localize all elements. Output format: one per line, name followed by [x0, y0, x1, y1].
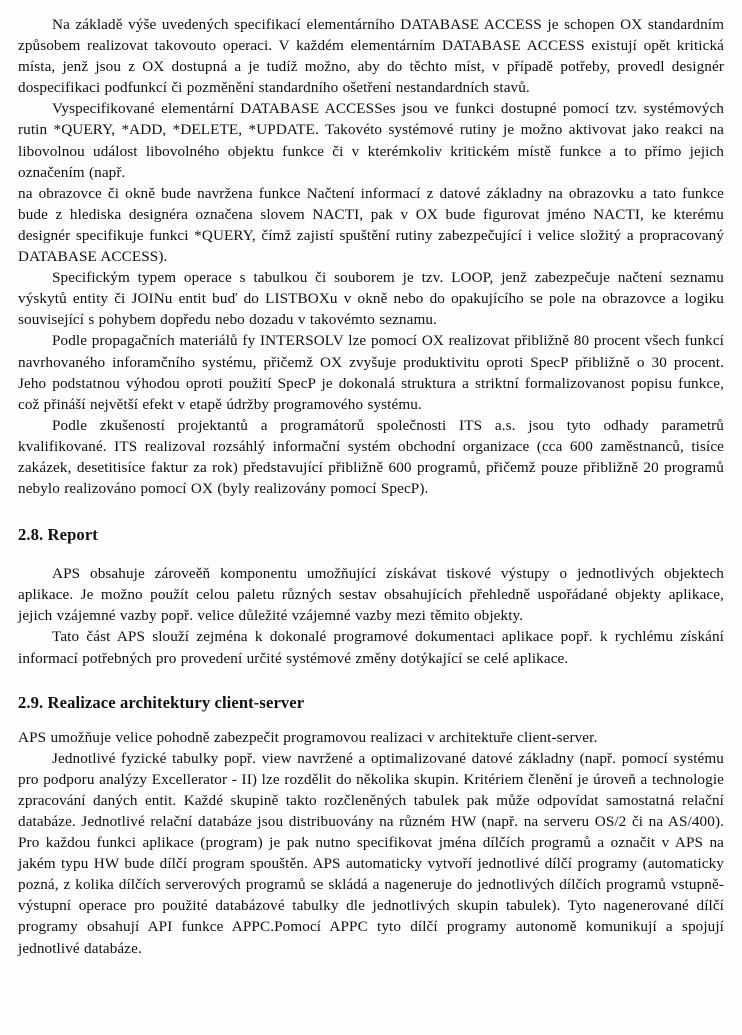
section-client-server [18, 727, 724, 959]
section-heading-report: 2.8. Report [18, 525, 98, 545]
section-report [18, 563, 724, 668]
section-intro [18, 14, 724, 499]
section-heading-client-server: 2.9. Realizace architektury client-server [18, 692, 305, 712]
paragraph: na obrazovce či okně bude navržena funkce Načtení informací z datové základny na obrazovku a tato funkce bude z hlediska designéra označena slovem NACTI, pak v OX bude figurovat jméno NACTI, ke kterému designér specifikuje funkci *QUERY, čímž zajistí spuštění rutiny zabezpečující i velice složitý a propracovaný DATABASE ACCESS). [18, 184, 724, 266]
section-heading-client-server-wrap [18, 693, 724, 713]
paragraph: Podle propagačních materiálů fy INTERSOLV lze pomocí OX realizovat přibližně 80 procent všech funkcí navrhovaného inforamčního systému, přičemž OX zvyšuje produktivitu oproti SpecP přibližně o 30 procent. Jeho podstatnou výhodou oproti použití SpecP je dokonalá struktura a striktní formalizovanost popisu funkce, což přináší největší efekt v etapě údržby programového systému. [18, 332, 724, 413]
paragraph: Na základě výše uvedených specifikací elementárního DATABASE ACCESS je schopen OX standardním způsobem realizovat takovouto operaci. V každém elementárním DATABASE ACCESS existují opět kritická místa, jenž jsou z OX dostupná a je tudíž možno, aby do těchto míst, v případě potřeby, provedl designér dospecifikaci podfunkcí či pozměnění standardního ošetření nestandardních stavů. [18, 16, 724, 97]
paragraph: Tato část APS slouží zejména k dokonalé programové dokumentaci aplikace popř. k rychlému získání informací potřebných pro provedení určité systémové změny dotýkající se celé aplikace. [18, 628, 724, 667]
paragraph: Specifickým typem operace s tabulkou či souborem je tzv. LOOP, jenž zabezpečuje načtení seznamu výskytů entity či JOINu entit buď do LISTBOXu v okně nebo do opakujícího se pole na obrazovce a logiku související s pohybem dopředu nebo dozadu v takovémto seznamu. [18, 269, 724, 329]
paragraph: Podle zkušeností projektantů a programátorů společnosti ITS a.s. jsou tyto odhady parametrů kvalifikované. ITS realizoval rozsáhlý informační systém obchodní organizace (cca 600 zaměstnanců, tisíce zakázek, desetitisíce faktur za rok) představující přibližně 600 programů, přičemž pouze přibližně 20 programů nebylo realizováno pomocí OX (byly realizovány pomocí SpecP). [18, 416, 724, 498]
paragraph: APS obsahuje zároveěň komponentu umožňující získávat tiskové výstupy o jednotlivých objektech aplikace. Je možno použít celou paletu různých sestav obsahujících přehledně uspořádané objekty aplikace, jejich vzájemné vazby popř. velice důležité vzájemné vazby mezi těmito objekty. [18, 565, 724, 625]
paragraph: APS umožňuje velice pohodně zabezpečit programovou realizaci v architektuře client-server. [18, 728, 598, 746]
paragraph: Jednotlivé fyzické tabulky popř. view navržené a optimalizované datové základny (např. pomocí systému pro podporu analýzy Excellerator - II) lze rozdělit do několika skupin. Kritériem členění je úroveň a technologie zpracování daných entit. Každé skupině takto rozčleněných tabulek pak může odpovídat samostatná relační databáze. Jednotlivé relační databáze jsou distribuovány na různém HW (např. na serveru OS/2 či na AS/400). Pro každou funkci aplikace (program) je pak nutno specifikovat jména dílčích programů a označit v APS na jakém typu HW bude dílčí program spouštěn. APS automaticky vytvoří jednotlivé dílčí programy (automaticky pozná, z kolika dílčích serverových programů se skládá a nageneruje do jednotlivých dílčích programů vstupně-výstupní operace pro použité databázové tabulky dle jednotlivých skupin tabulek). Tyto nagenerované dílčí programy obsahují API funkce APPC.Pomocí APPC tyto dílčí programy autonomě komunikují a spojují jednotlivé databáze. [18, 749, 724, 957]
section-heading-report-wrap [18, 525, 724, 545]
paragraph: Vyspecifikované elementární DATABASE ACCESSes jsou ve funkci dostupné pomocí tzv. systémových rutin *QUERY, *ADD, *DELETE, *UPDATE. Takovéto systémové rutiny je možno aktivovat jako reakci na libovolnou událost libovolného objektu funkce či v kterémkoliv kritickém místě funkce a to přímo jejich označením (např. [18, 100, 724, 181]
